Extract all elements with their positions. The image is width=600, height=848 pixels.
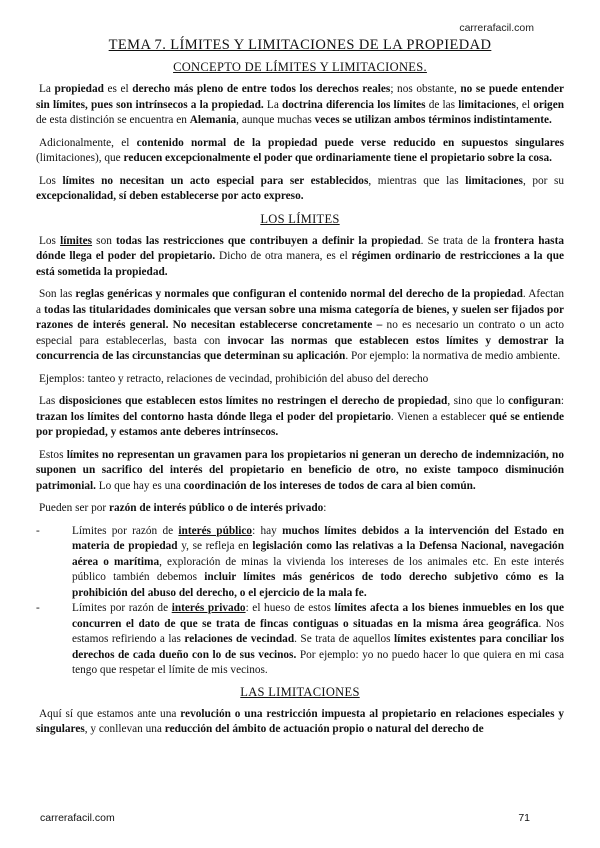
page-number: 71: [518, 812, 530, 824]
footer-site: carrerafacil.com: [40, 812, 115, 824]
section-heading-limites: LOS LÍMITES: [260, 211, 340, 226]
paragraph: Las disposiciones que establecen estos límites no restringen el derecho de propiedad, sino que lo configuran: trazan los límites del contorno hasta dónde llega el poder del propietario. Vienen a establecer qué se entiende por propiedad, y estamos ante deberes intrínsecos.: [36, 395, 565, 438]
page-footer: [40, 812, 530, 824]
list-item: - Límites por razón de interés privado: el hueso de estos límites afecta a los bienes inmuebles en los que concurren el dato de que se trata de fincas contiguas o situadas en la misma área geográfica. Nos estamos refiriendo a las relaciones de vecindad. Se trata de aquellos límites existentes para conciliar los derechos de cada dueño con lo de sus vecinos. Por ejemplo: yo no puedo hacer lo que quiera en mi casa tengo que respetar el límite de mis vecinos.: [36, 602, 565, 676]
paragraph: Son las reglas genéricas y normales que configuran el contenido normal del derecho de la propiedad. Afectan a todas las titularidades dominicales que versan sobre una misma categoría de bienes, y suelen ser fijados por razones de interés general. No necesitan establecerse concretamente – no es necesario un contrato o un acto especial para establecerlas, basta con invocar las normas que establecen estos límites y demostrar la concurrencia de las circunstancias que determinan su aplicación. Por ejemplo: la normativa de medio ambiente.: [36, 288, 564, 362]
paragraph: Los límites no necesitan un acto especial para ser establecidos, mientras que las limitaciones, por su excepcionalidad, sí deben establecerse por acto expreso.: [36, 174, 564, 202]
limits-list: [36, 524, 564, 679]
list-item: - Límites por razón de interés público: hay muchos límites debidos a la intervención del Estado en materia de propiedad y, se refleja en legislación como las relativas a la Defensa Nacional, navegación aérea o marítima, exploración de minas la vivienda los intereses de los animales etc. En este interés público también debemos incluir límites más genéricos de todo derecho subjetivo cómo es la prohibición del abuso del derecho, o el ejercicio de la mala fe.: [36, 524, 565, 599]
paragraph: Adicionalmente, el contenido normal de la propiedad puede verse reducido en supuestos singulares (limitaciones), que reducen excepcionalmente el poder que ordinariamente tiene el propietario sobre la cosa.: [36, 136, 564, 164]
section-heading-concepto: CONCEPTO DE LÍMITES Y LIMITACIONES.: [173, 60, 427, 74]
paragraph: Los límites son todas las restricciones que contribuyen a definir la propiedad. Se trata de la frontera hasta dónde llega el poder del propietario. Dicho de otra manera, es el régimen ordinario de restricciones a la que está sometida la propiedad.: [36, 234, 565, 278]
list-dash: -: [36, 602, 40, 614]
paragraph: Aquí sí que estamos ante una revolución o una restricción impuesta al propietario en relaciones especiales y singulares, y conllevan una reducción del ámbito de actuación propio o natural del derecho de: [36, 707, 564, 735]
paragraph: Ejemplos: tanteo y retracto, relaciones de vecindad, prohibición del abuso del derecho: [39, 372, 429, 385]
list-dash: -: [36, 524, 40, 537]
paragraph: La propiedad es el derecho más pleno de entre todos los derechos reales; nos obstante, no se puede entender sin límites, pues son intrínsecos a la propiedad. La doctrina diferencia los límites de las limitaciones, el origen de esta distinción se encuentra en Alemania, aunque muchas veces se utilizan ambos términos indistintamente.: [36, 83, 564, 126]
paragraph: Estos límites no representan un gravamen para los propietarios ni generan un derecho de indemnización, no suponen un sacrifico del interés del propietario en beneficio de otro, no existe tampoco disminución patrimonial. Lo que hay es una coordinación de los intereses de todos de cara al bien común.: [36, 448, 564, 492]
page-content: [36, 37, 564, 745]
section-heading-limitaciones: LAS LIMITACIONES: [240, 684, 360, 699]
paragraph: Pueden ser por razón de interés público o de interés privado:: [39, 502, 327, 514]
header-site: carrerafacil.com: [459, 22, 534, 34]
page-title: TEMA 7. LÍMITES Y LIMITACIONES DE LA PROPIEDAD: [108, 37, 492, 53]
